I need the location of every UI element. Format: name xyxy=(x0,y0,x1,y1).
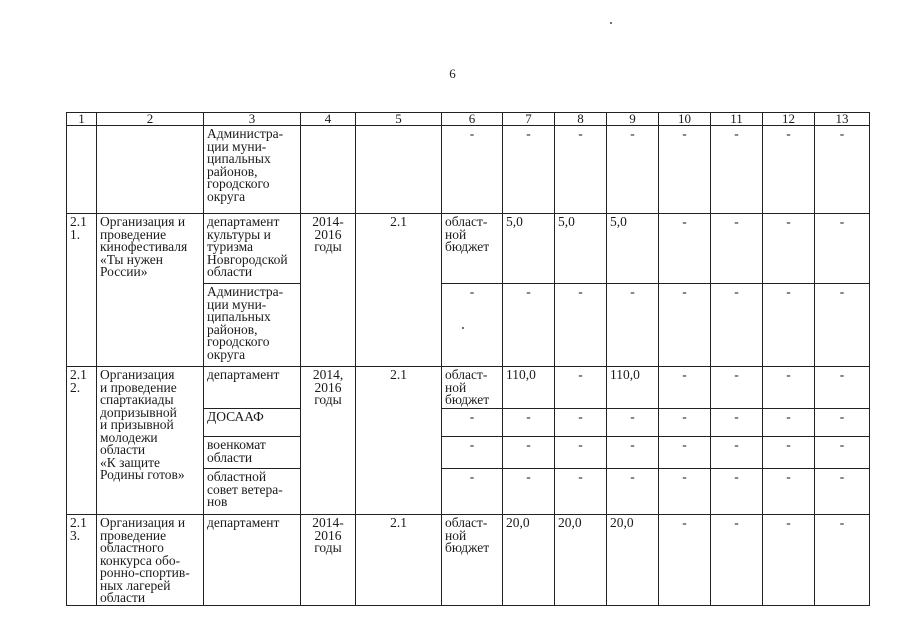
header-cell: 6 xyxy=(442,113,503,126)
header-row xyxy=(67,113,870,126)
name-cell xyxy=(97,126,204,214)
header-cell: 7 xyxy=(503,113,555,126)
value-cell: - xyxy=(555,284,607,367)
source-cell: - xyxy=(442,409,503,437)
value-cell: - xyxy=(607,469,659,515)
header-cell: 9 xyxy=(607,113,659,126)
value-cell: - xyxy=(815,515,870,606)
value-cell: 5,0 xyxy=(607,214,659,284)
value-cell: - xyxy=(659,214,711,284)
value-cell: - xyxy=(763,469,815,515)
value-cell: - xyxy=(503,126,555,214)
value-cell: 20,0 xyxy=(607,515,659,606)
source-cell: област- ной бюджет xyxy=(442,515,503,606)
executor-cell: областной совет ветера- нов xyxy=(204,469,301,515)
name-cell: Организация и проведение кинофестиваля «Ты нужен России» xyxy=(97,214,204,367)
years-cell: 2014- 2016 годы xyxy=(301,515,356,606)
value-cell: - xyxy=(711,214,763,284)
value-cell: - xyxy=(711,409,763,437)
header-cell: 8 xyxy=(555,113,607,126)
value-cell: - xyxy=(442,284,503,367)
header-cell: 3 xyxy=(204,113,301,126)
table-row xyxy=(67,214,870,284)
header-cell: 1 xyxy=(67,113,97,126)
value-cell: - xyxy=(711,437,763,469)
value-cell: - xyxy=(555,126,607,214)
years-cell: 2014, 2016 годы xyxy=(301,367,356,515)
years-cell xyxy=(301,126,356,214)
value-cell: - xyxy=(711,469,763,515)
value-cell: - xyxy=(763,409,815,437)
value-cell: - xyxy=(763,284,815,367)
value-cell: - xyxy=(815,126,870,214)
target-cell: 2.1 xyxy=(356,214,442,367)
executor-cell: департамент культуры и туризма Новгородской области xyxy=(204,214,301,284)
table-row xyxy=(67,367,870,409)
value-cell: - xyxy=(503,437,555,469)
name-cell: Организация и проведение областного конкурса обо- ронно-спортив- ных лагерей области xyxy=(97,515,204,606)
executor-cell: департамент xyxy=(204,515,301,606)
value-cell: - xyxy=(815,214,870,284)
header-cell: 5 xyxy=(356,113,442,126)
source-cell: област- ной бюджет xyxy=(442,214,503,284)
table-row xyxy=(67,515,870,606)
value-cell: - xyxy=(815,367,870,409)
executor-cell: ДОСААФ xyxy=(204,409,301,437)
header-cell: 2 xyxy=(97,113,204,126)
value-cell: - xyxy=(607,284,659,367)
value-cell: 110,0 xyxy=(607,367,659,409)
header-cell: 4 xyxy=(301,113,356,126)
value-cell: - xyxy=(711,126,763,214)
page-number: 6 xyxy=(449,66,456,81)
executor-cell: Администра- ции муни- ципальных районов, городского округа xyxy=(204,284,301,367)
value-cell: - xyxy=(815,284,870,367)
target-cell xyxy=(356,126,442,214)
value-cell: - xyxy=(659,284,711,367)
value-cell: - xyxy=(815,437,870,469)
num-cell: 2.12. xyxy=(67,367,97,515)
scan-speck xyxy=(610,22,612,24)
value-cell: 5,0 xyxy=(503,214,555,284)
value-cell: - xyxy=(763,367,815,409)
value-cell: - xyxy=(763,126,815,214)
value-cell: 20,0 xyxy=(555,515,607,606)
name-cell: Организация и проведение спартакиады допризывной и призывной молодежи области «К защите Родины готов» xyxy=(97,367,204,515)
value-cell: - xyxy=(711,515,763,606)
num-cell: 2.13. xyxy=(67,515,97,606)
header-cell: 10 xyxy=(659,113,711,126)
value-cell: - xyxy=(555,367,607,409)
target-cell: 2.1 xyxy=(356,367,442,515)
value-cell: - xyxy=(659,126,711,214)
source-cell: област- ной бюджет xyxy=(442,367,503,409)
value-cell: - xyxy=(442,126,503,214)
value-cell: - xyxy=(607,126,659,214)
num-cell xyxy=(67,126,97,214)
source-cell: - xyxy=(442,469,503,515)
table-row xyxy=(67,126,870,214)
target-cell: 2.1 xyxy=(356,515,442,606)
value-cell: - xyxy=(763,437,815,469)
source-cell: - xyxy=(442,437,503,469)
value-cell: - xyxy=(659,409,711,437)
value-cell: - xyxy=(659,437,711,469)
years-cell: 2014- 2016 годы xyxy=(301,214,356,367)
value-cell: - xyxy=(763,515,815,606)
value-cell: - xyxy=(607,409,659,437)
program-activities-table xyxy=(66,112,870,606)
header-cell: 13 xyxy=(815,113,870,126)
executor-cell: департамент xyxy=(204,367,301,409)
executor-cell: военкомат области xyxy=(204,437,301,469)
value-cell: - xyxy=(503,284,555,367)
value-cell: - xyxy=(659,469,711,515)
value-cell: 110,0 xyxy=(503,367,555,409)
value-cell: - xyxy=(711,284,763,367)
value-cell: - xyxy=(555,409,607,437)
header-cell: 11 xyxy=(711,113,763,126)
value-cell: - xyxy=(503,469,555,515)
value-cell: - xyxy=(815,409,870,437)
value-cell: - xyxy=(815,469,870,515)
value-cell: - xyxy=(555,437,607,469)
num-cell: 2.11. xyxy=(67,214,97,367)
value-cell: 5,0 xyxy=(555,214,607,284)
value-cell: 20,0 xyxy=(503,515,555,606)
program-table-wrapper xyxy=(66,112,870,606)
header-cell: 12 xyxy=(763,113,815,126)
value-cell: - xyxy=(607,437,659,469)
value-cell: - xyxy=(555,469,607,515)
value-cell: - xyxy=(711,367,763,409)
value-cell: - xyxy=(503,409,555,437)
value-cell: - xyxy=(763,214,815,284)
value-cell: - xyxy=(659,367,711,409)
executor-cell: Администра- ции муни- ципальных районов, городского округа xyxy=(204,126,301,214)
value-cell: - xyxy=(659,515,711,606)
